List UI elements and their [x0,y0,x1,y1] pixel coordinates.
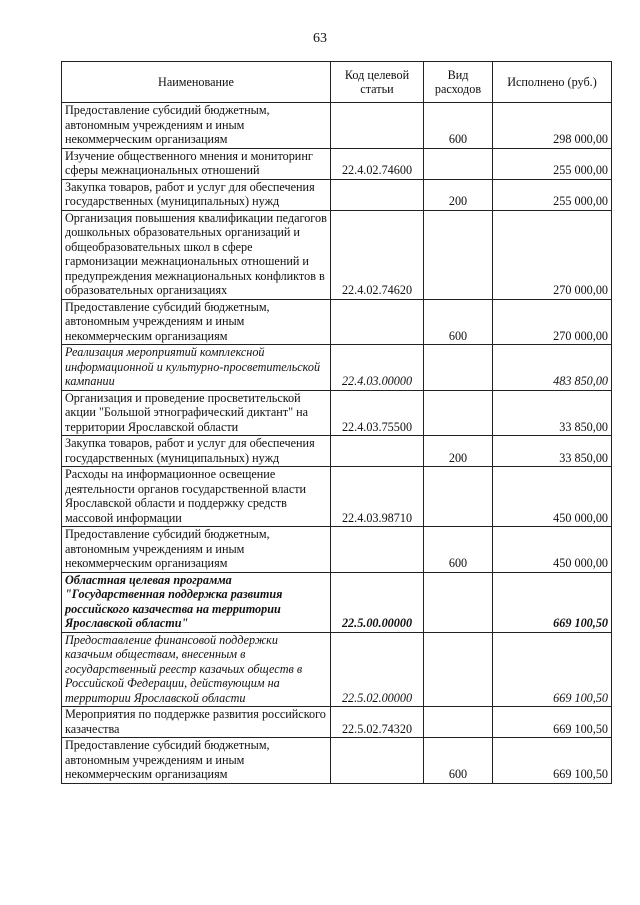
row-name-cell: Закупка товаров, работ и услуг для обеспечения государственных (муниципальных) нужд [62,179,331,210]
row-name-cell: Предоставление финансовой поддержки казачьим обществам, внесенным в государственный реестр казачьих обществ в Российской Федерации, действующим на территории Ярославской области [62,632,331,707]
row-name-cell: Закупка товаров, работ и услуг для обеспечения государственных (муниципальных) нужд [62,436,331,467]
row-name-cell: Предоставление субсидий бюджетным, автономным учреждениям и иным некоммерческим организациям [62,299,331,345]
row-type-cell [424,345,493,391]
row-amount-cell: 483 850,00 [493,345,612,391]
row-type-cell: 200 [424,179,493,210]
row-code-cell: 22.5.02.74320 [331,707,424,738]
header-name: Наименование [62,62,331,103]
table-row [62,707,612,738]
row-amount-cell: 298 000,00 [493,103,612,149]
row-code-cell [331,527,424,573]
row-name-cell: Изучение общественного мнения и мониторинг сферы межнациональных отношений [62,148,331,179]
table-row [62,345,612,391]
row-code-cell: 22.5.00.00000 [331,572,424,632]
row-type-cell: 200 [424,436,493,467]
row-code-cell [331,103,424,149]
row-amount-cell: 450 000,00 [493,527,612,573]
row-name-cell: Организация и проведение просветительской акции "Большой этнографический диктант" на территории Ярославской области [62,390,331,436]
row-code-cell: 22.4.02.74620 [331,210,424,299]
row-name-cell: Предоставление субсидий бюджетным, автономным учреждениям и иным некоммерческим организациям [62,527,331,573]
row-code-cell: 22.4.02.74600 [331,148,424,179]
row-code-cell [331,179,424,210]
row-name-cell: Расходы на информационное освещение деятельности органов государственной власти Ярославской области и поддержку средств массовой информации [62,467,331,527]
table-row [62,103,612,149]
row-type-cell: 600 [424,103,493,149]
table-header-row [62,62,612,103]
row-name-cell: Организация повышения квалификации педагогов дошкольных образовательных организаций и общеобразовательных школ в сфере гармонизации межнациональных отношений и предупреждения межнациональных конфликтов в образовательных организациях [62,210,331,299]
row-type-cell [424,467,493,527]
row-type-cell [424,707,493,738]
table-row [62,179,612,210]
table-row [62,572,612,632]
table-row [62,436,612,467]
table-row [62,390,612,436]
row-amount-cell: 270 000,00 [493,210,612,299]
table-row [62,148,612,179]
header-amount: Исполнено (руб.) [493,62,612,103]
row-amount-cell: 669 100,50 [493,572,612,632]
row-type-cell: 600 [424,738,493,784]
row-name-cell: Предоставление субсидий бюджетным, автономным учреждениям и иным некоммерческим организациям [62,103,331,149]
row-amount-cell: 33 850,00 [493,436,612,467]
row-type-cell [424,210,493,299]
row-name-cell: Областная целевая программа "Государственная поддержка развития российского казачества на территории Ярославской области" [62,572,331,632]
row-amount-cell: 669 100,50 [493,707,612,738]
row-amount-cell: 33 850,00 [493,390,612,436]
row-amount-cell: 669 100,50 [493,738,612,784]
budget-table [61,61,612,784]
row-amount-cell: 669 100,50 [493,632,612,707]
table-row [62,299,612,345]
row-type-cell: 600 [424,527,493,573]
row-type-cell: 600 [424,299,493,345]
row-type-cell [424,572,493,632]
row-code-cell [331,738,424,784]
row-type-cell [424,148,493,179]
table-row [62,738,612,784]
row-name-cell: Реализация мероприятий комплексной информационной и культурно-просветительской кампании [62,345,331,391]
row-code-cell [331,299,424,345]
table-row [62,210,612,299]
row-type-cell [424,632,493,707]
row-amount-cell: 255 000,00 [493,148,612,179]
row-name-cell: Предоставление субсидий бюджетным, автономным учреждениям и иным некоммерческим организациям [62,738,331,784]
header-code: Код целевой статьи [331,62,424,103]
row-code-cell: 22.5.02.00000 [331,632,424,707]
row-name-cell: Мероприятия по поддержке развития российского казачества [62,707,331,738]
row-code-cell: 22.4.03.75500 [331,390,424,436]
row-amount-cell: 255 000,00 [493,179,612,210]
row-amount-cell: 270 000,00 [493,299,612,345]
table-row [62,467,612,527]
table-row [62,527,612,573]
page-number: 63 [313,31,327,46]
table-row [62,632,612,707]
row-code-cell: 22.4.03.00000 [331,345,424,391]
row-type-cell [424,390,493,436]
row-amount-cell: 450 000,00 [493,467,612,527]
table-body [62,103,612,784]
row-code-cell [331,436,424,467]
row-code-cell: 22.4.03.98710 [331,467,424,527]
header-type: Вид расходов [424,62,493,103]
